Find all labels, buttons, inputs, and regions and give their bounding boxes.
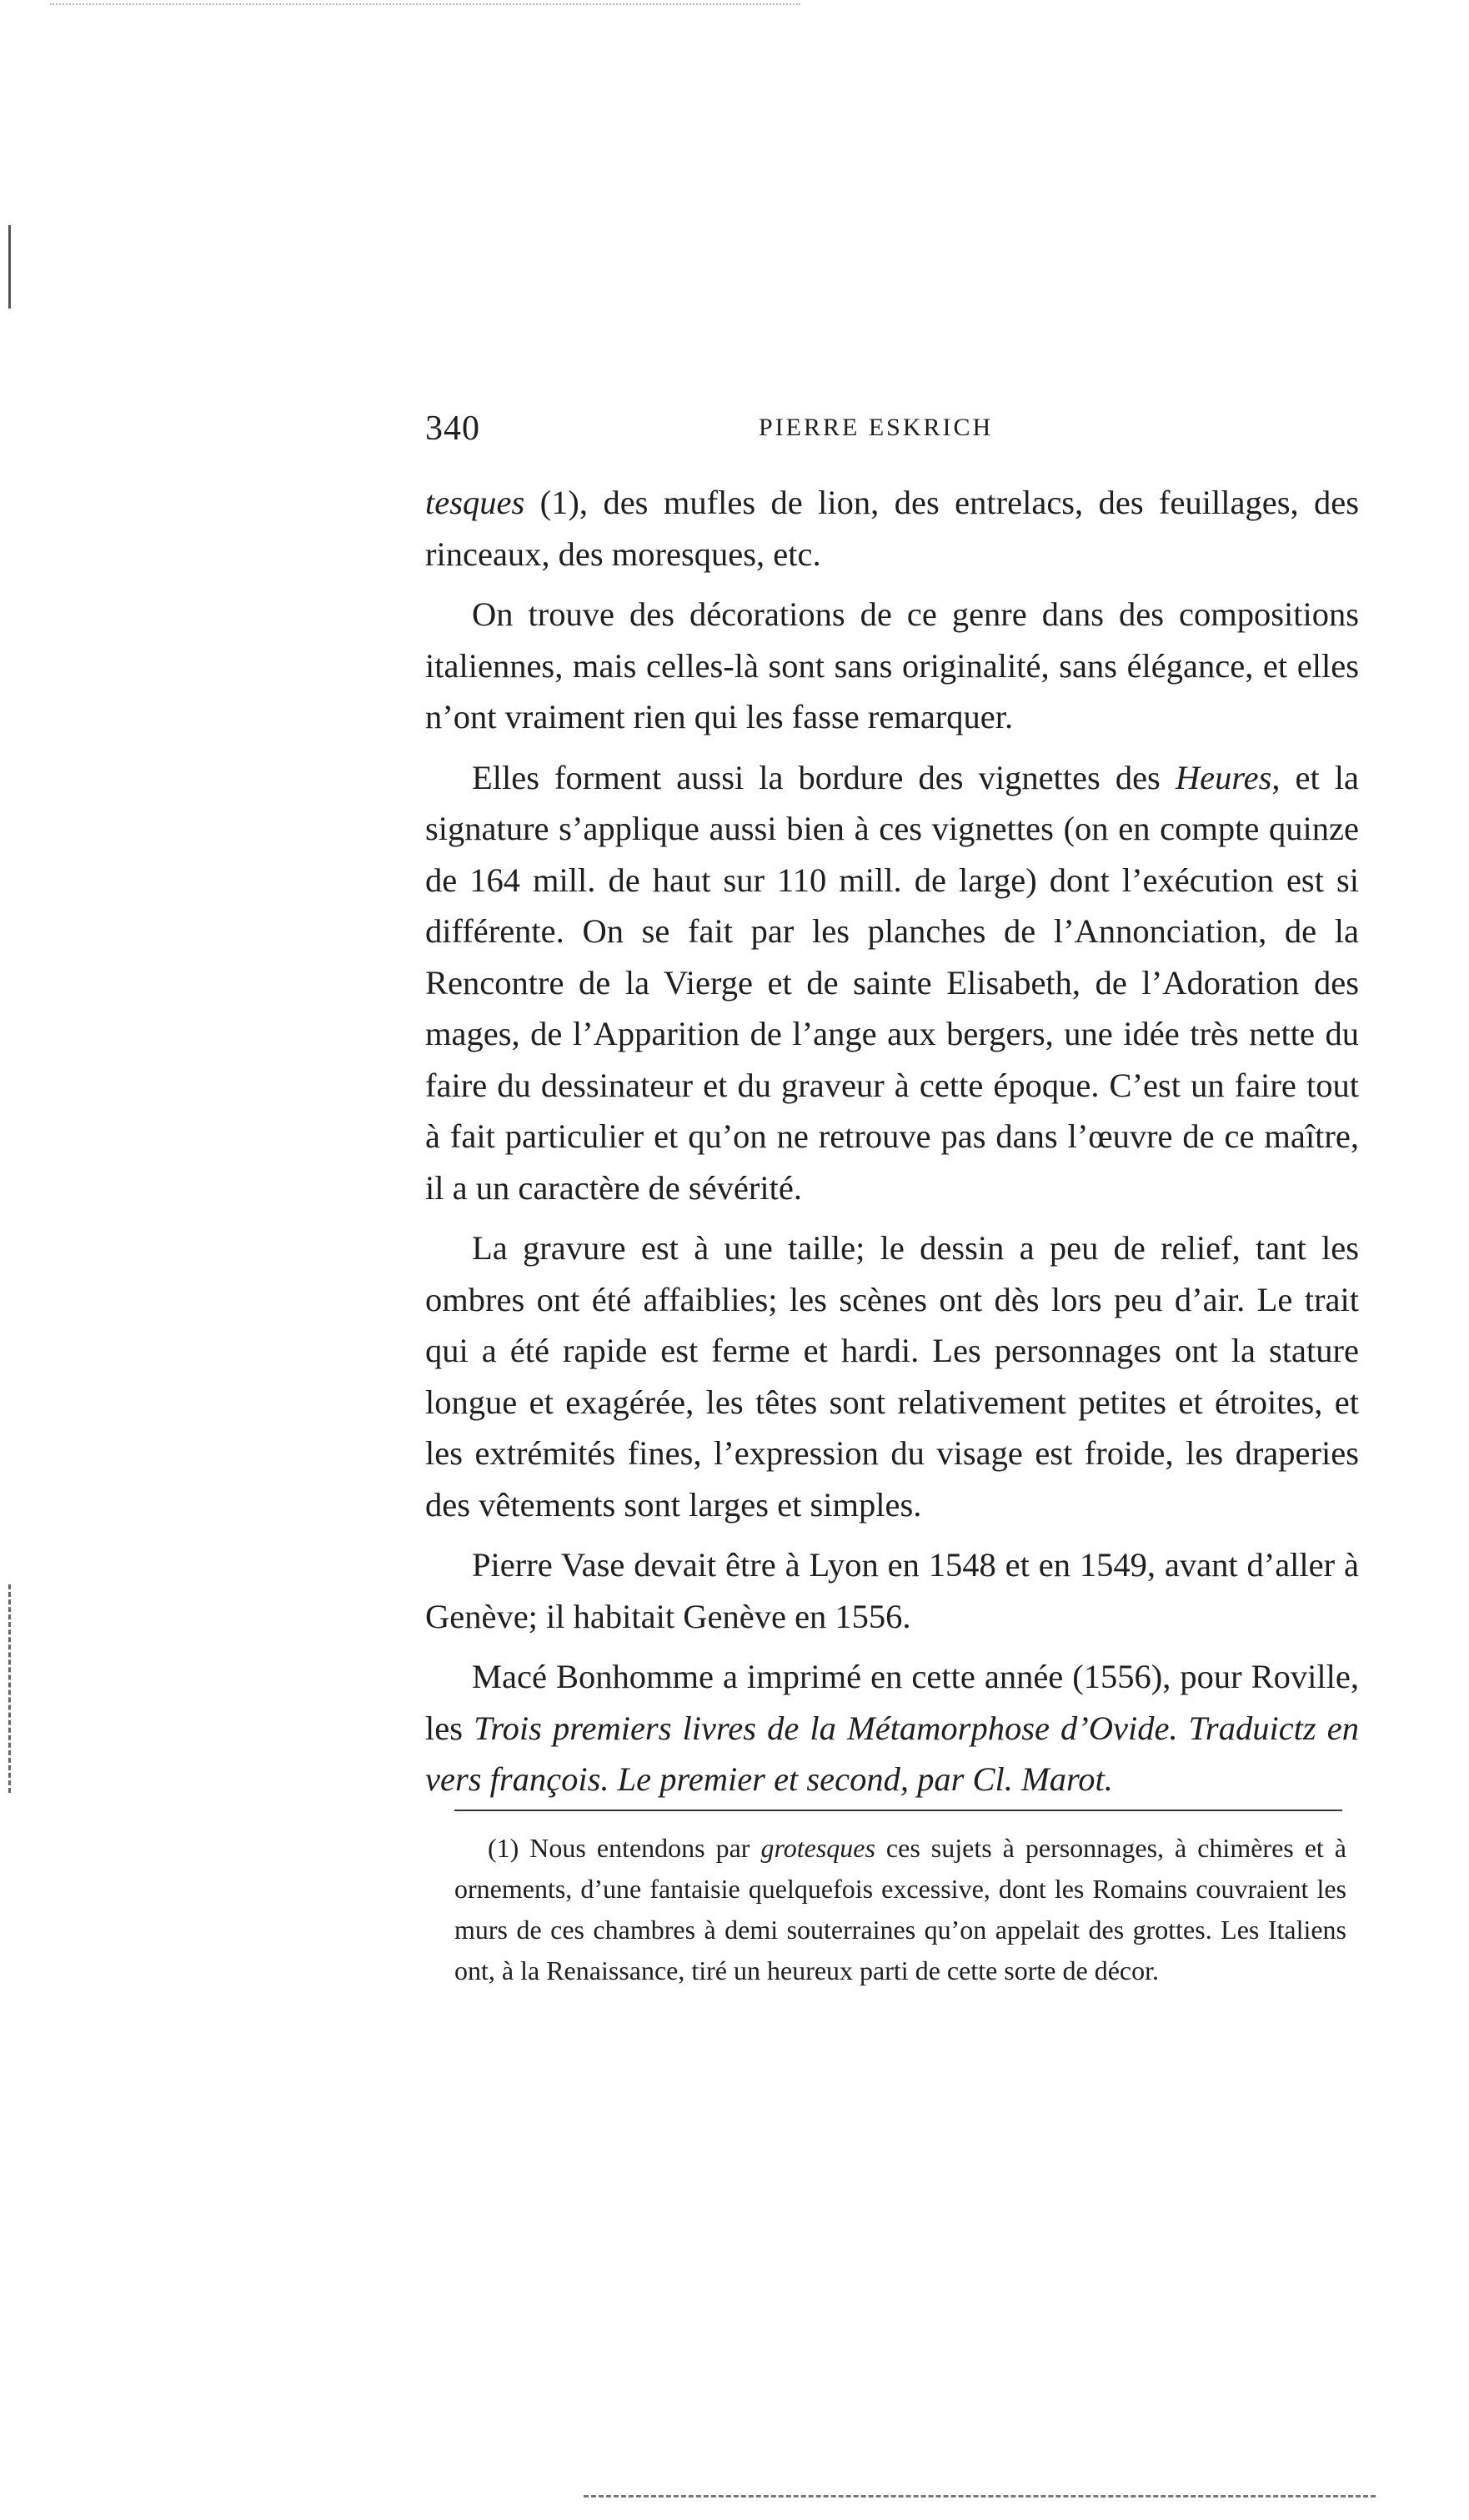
italic-text: tesques [425, 484, 525, 521]
italic-text: Heures [1175, 758, 1272, 796]
paragraph [425, 589, 1359, 743]
text-run: Elles forment aussi la bordure des vignettes des [472, 758, 1176, 796]
scan-margin-mark [8, 225, 11, 309]
scan-edge-artifact [584, 2495, 1376, 2497]
body-text [425, 477, 1359, 1805]
text-run: Pierre Vase devait être à Lyon en 1548 et en 1549, avant d’aller à Genève; il habitait Genève en 1556. [425, 1546, 1359, 1635]
paragraph [425, 1651, 1359, 1805]
scan-margin-mark [8, 1584, 13, 1793]
text-run: (1), des mufles de lion, des entrelacs, des feuillages, des rinceaux, des moresques, etc. [425, 484, 1359, 573]
text-run: On trouve des décorations de ce genre dans des compositions italiennes, mais celles-là sont sans originalité, sans élégance, et elles n’ont vraiment rien qui les fasse remarquer. [425, 595, 1359, 735]
text-run: ces sujets à personnages, à chimères et à ornements, d’une fantaisie quelquefois excessive, dont les Romains couvraient les murs de ces chambres à demi souterraines qu’on appelait des grottes. Les Italiens ont, à la Renaissance, tiré un heureux parti de cette sorte de décor. [454, 1833, 1347, 1985]
footnote-separator [454, 1810, 1342, 1811]
text-run: (1) Nous entendons par [488, 1833, 761, 1863]
footnote [454, 1828, 1346, 1991]
text-run: La gravure est à une taille; le dessin a peu de relief, tant les ombres ont été affaiblies; les scènes ont dès lors peu d’air. Le trait qui a été rapide est ferme et hardi. Les personnages ont la stature longue et exagérée, les têtes sont relativement petites et étroites, et les extrémités fines, l’expression du visage est froide, les draperies des vêtements sont larges et simples. [425, 1229, 1359, 1524]
paragraph [425, 752, 1359, 1214]
text-run: , et la signature s’applique aussi bien à ces vignettes (on en compte quinze de 164 mill. de haut sur 110 mill. de large) dont l’exécution est si différente. On se fait par les planches de l’Annonciation, de la Rencontre de la Vierge et de sainte Elisabeth, de l’Adoration des mages, de l’Apparition de l’ange aux bergers, une idée très nette du faire du dessinateur et du graveur à cette époque. C’est un faire tout à fait particulier et qu’on ne retrouve pas dans l’œuvre de ce maître, il a un caractère de sévérité. [425, 758, 1359, 1207]
page-number: 340 [425, 409, 480, 448]
running-title: PIERRE ESKRICH [759, 414, 994, 441]
paragraph [425, 477, 1359, 580]
text-run: Macé Bonhomme a imprimé en cette année (1556), pour Roville, les [425, 1658, 1359, 1747]
paragraph [425, 1539, 1359, 1642]
italic-text: grotesques [760, 1833, 875, 1863]
running-head [425, 409, 1359, 459]
scan-edge-artifact [50, 3, 800, 5]
paragraph [425, 1222, 1359, 1530]
italic-text: Trois premiers livres de la Métamorphose d’Ovide. Traduictz en vers françois. Le premier et second, par Cl. Marot. [425, 1709, 1359, 1798]
